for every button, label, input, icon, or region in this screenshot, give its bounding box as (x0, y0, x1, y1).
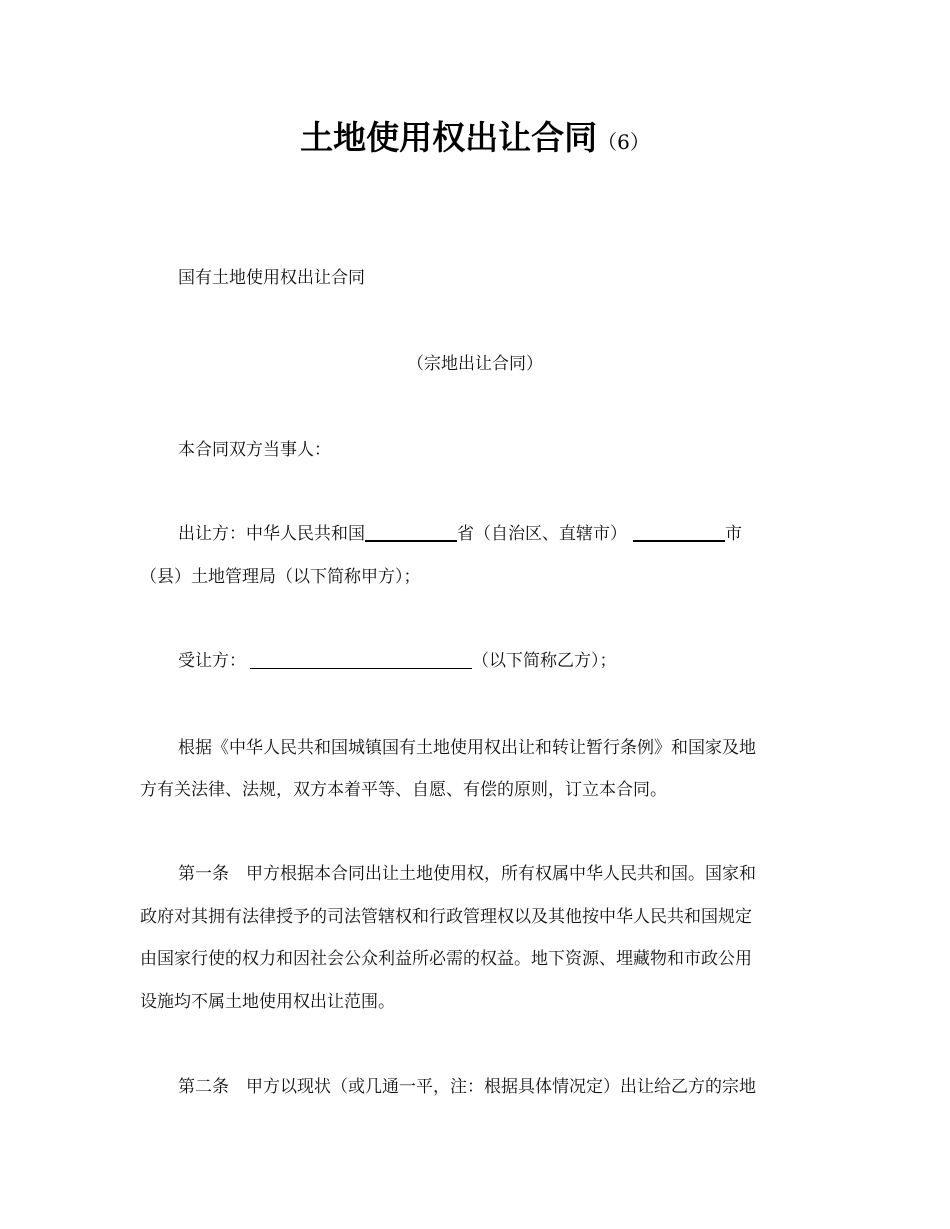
city-blank (633, 522, 725, 542)
article1-line1: 第一条 甲方根据本合同出让土地使用权，所有权属中华人民共和国。国家和 (178, 864, 756, 884)
document-title (0, 112, 950, 159)
title-suffix: （6） (597, 130, 650, 154)
article1-line3: 由国家行使的权力和因社会公众利益所必需的权益。地下资源、埋藏物和市政公用 (140, 949, 752, 969)
contract-subheading: （宗地出让合同） (407, 354, 543, 374)
article2-line1: 第二条 甲方以现状（或几通一平，注：根据具体情况定）出让给乙方的宗地 (178, 1077, 756, 1097)
article1-line2: 政府对其拥有法律授予的司法管辖权和行政管理权以及其他按中华人民共和国规定 (140, 907, 752, 927)
grantor-suffix: 市 (725, 524, 742, 544)
grantor-mid: 省（自治区、直辖市） (457, 524, 627, 544)
grantor-line2: （县）土地管理局（以下简称甲方）； (140, 567, 421, 587)
basis-line1: 根据《中华人民共和国城镇国有土地使用权出让和转让暂行条例》和国家及地 (178, 738, 756, 758)
basis-line2: 方有关法律、法规，双方本着平等、自愿、有偿的原则，订立本合同。 (140, 780, 667, 800)
parties-intro: 本合同双方当事人： (178, 440, 331, 460)
contract-heading: 国有土地使用权出让合同 (178, 268, 365, 288)
article1-line4: 设施均不属土地使用权出让范围。 (140, 992, 395, 1012)
title-text: 土地使用权出让合同 (300, 118, 598, 157)
grantor-prefix: 出让方：中华人民共和国 (178, 524, 365, 544)
grantor-line (178, 522, 742, 546)
province-blank (365, 522, 457, 542)
grantee-suffix: （以下简称乙方）； (472, 651, 617, 671)
grantee-blank (250, 650, 472, 669)
grantee-line (178, 649, 617, 673)
grantee-prefix: 受让方： (178, 651, 246, 671)
